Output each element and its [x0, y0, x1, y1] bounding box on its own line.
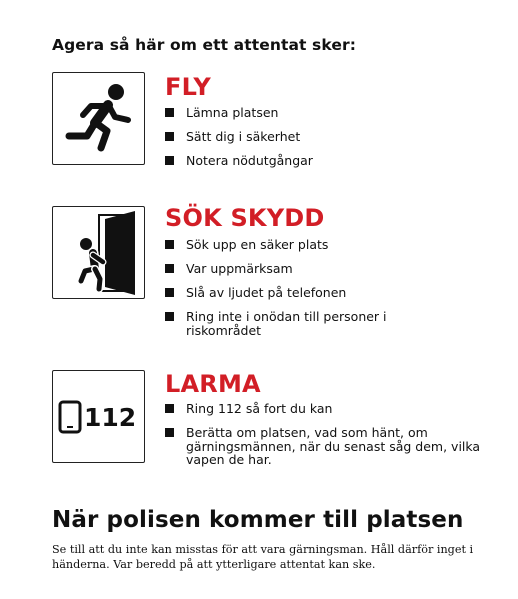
bullet-square-icon	[165, 108, 174, 117]
bullet-square-icon	[165, 132, 174, 141]
section-title-larma: LARMA	[165, 370, 261, 398]
bullet-square-icon	[165, 312, 174, 321]
list-item: Sök upp en säker plats	[165, 238, 486, 252]
bullet-square-icon	[165, 240, 174, 249]
list-item: Sätt dig i säkerhet	[165, 130, 486, 144]
list-item: Notera nödutgångar	[165, 154, 486, 168]
sok-skydd-bullet-list	[165, 238, 486, 348]
sok-skydd-icon-box	[52, 206, 145, 299]
police-heading: När polisen kommer till platsen	[52, 507, 464, 533]
bullet-square-icon	[165, 288, 174, 297]
page-heading: Agera så här om ett attentat sker:	[52, 36, 357, 54]
bullet-square-icon	[165, 264, 174, 273]
list-item: Ring 112 så fort du kan	[165, 402, 486, 416]
section-title-fly: FLY	[165, 73, 211, 101]
list-item: Var uppmärksam	[165, 262, 486, 276]
section-title-sok-skydd: SÖK SKYDD	[165, 204, 325, 232]
bullet-square-icon	[165, 428, 174, 437]
larma-bullet-list	[165, 402, 486, 477]
person-entering-door-icon	[53, 207, 143, 297]
bullet-square-icon	[165, 156, 174, 165]
larma-icon-box	[52, 370, 145, 463]
list-item: Slå av ljudet på telefonen	[165, 286, 486, 300]
bullet-square-icon	[165, 404, 174, 413]
list-item: Berätta om platsen, vad som hänt, om gärningsmännen, när du senast såg dem, vilka vapen de har.	[165, 426, 486, 467]
icon-112-text: 112	[84, 403, 137, 432]
running-person-icon	[53, 73, 143, 163]
fly-bullet-list	[165, 106, 486, 178]
police-paragraph: Se till att du inte kan misstas för att vara gärningsman. Håll därför inget i händerna. Var beredd på att ytterligare attentat kan ske.	[52, 543, 474, 571]
phone-112-icon	[53, 371, 143, 461]
list-item: Ring inte i onödan till personer i riskområdet	[165, 310, 416, 337]
fly-icon-box	[52, 72, 145, 165]
list-item: Lämna platsen	[165, 106, 486, 120]
